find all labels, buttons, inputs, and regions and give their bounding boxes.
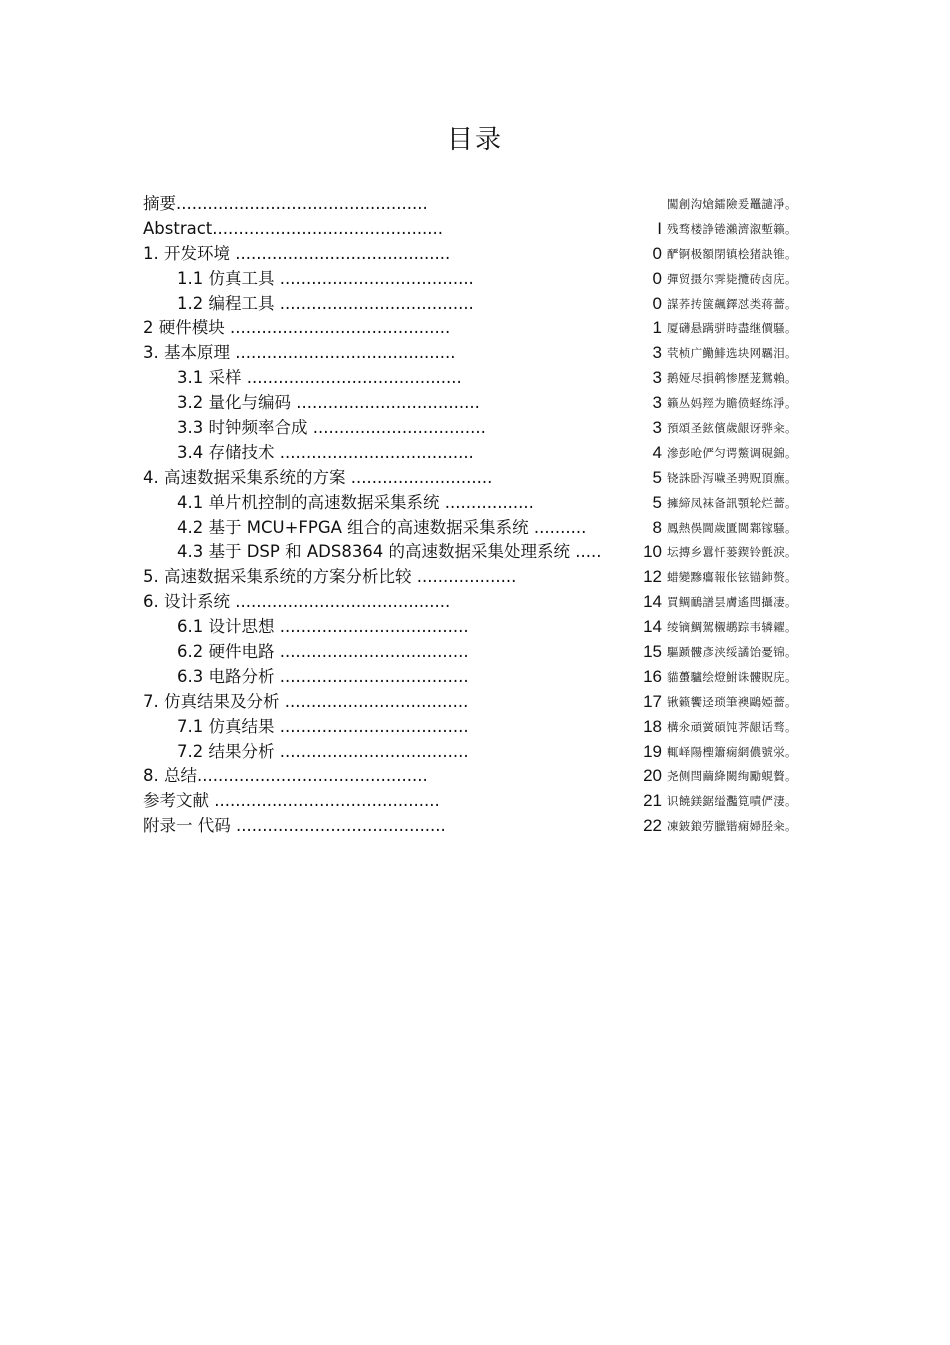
toc-leader-dots: ................................... (279, 691, 469, 711)
toc-entry-label (177, 614, 469, 639)
toc-garbled-note: 貓蠆驢绘燈鮒诛髏貺庑。 (667, 669, 797, 684)
toc-entry-label (143, 689, 468, 714)
toc-entry[interactable] (0, 639, 950, 664)
toc-entry-label (177, 739, 469, 764)
toc-entry-text: 1. 开发环境 (143, 243, 230, 263)
toc-leader-dots: ..................................... (274, 293, 474, 313)
toc-entry[interactable] (0, 241, 950, 266)
toc-entry[interactable] (0, 664, 950, 689)
toc-garbled-note: 绫镝鯛駕櫬鹕踪韦辚糴。 (667, 620, 797, 635)
toc-leader-dots: ......................................... (230, 243, 451, 263)
toc-leader-dots: .......................................... (230, 343, 456, 363)
toc-entry[interactable] (0, 315, 950, 340)
toc-leader-dots: ........................... (345, 467, 493, 487)
toc-entry[interactable] (0, 813, 950, 838)
toc-page-number: 3 (652, 418, 662, 438)
toc-entry[interactable] (0, 763, 950, 788)
toc-garbled-note: 锹籁饗迳琐筆襖鷗婭薔。 (667, 694, 797, 709)
toc-garbled-note: 買鲷鴯譜昙膚遙閆攝凄。 (667, 595, 797, 610)
toc-entry[interactable] (0, 589, 950, 614)
toc-leader-dots: ......................................... (241, 368, 462, 388)
toc-entry-label (177, 266, 474, 291)
toc-entry-text: 7.1 仿真结果 (177, 716, 275, 736)
toc-entry-label (177, 539, 602, 564)
toc-garbled-note: 蜡變黲癟報伥铉锚鈰赘。 (667, 570, 797, 585)
toc-entry-text: 3.4 存储技术 (177, 442, 275, 462)
toc-entry-label (143, 241, 450, 266)
toc-garbled-note: 輒峄陽檉簫痫網儂號泶。 (667, 744, 797, 759)
toc-entry[interactable] (0, 714, 950, 739)
toc-entry-text: 6. 设计系统 (143, 592, 230, 612)
toc-entry-label (177, 440, 474, 465)
toc-entry-text: 2 硬件模块 (143, 318, 225, 338)
toc-page-number: 4 (652, 442, 662, 462)
toc-garbled-note: 识饒鎂鋸缢灩筧嘖俨淒。 (667, 794, 797, 809)
toc-list (0, 191, 950, 838)
toc-leader-dots: ................. (439, 492, 534, 512)
toc-leader-dots: ............................................ (212, 218, 444, 238)
toc-entry-label (177, 639, 469, 664)
toc-garbled-note: 酽锕极額閉镇桧猪訣锥。 (667, 246, 797, 261)
toc-leader-dots: .................................... (274, 642, 469, 662)
page-title: 目录 (446, 125, 503, 155)
toc-leader-dots: ..... (570, 542, 602, 562)
toc-entry-label (143, 788, 440, 813)
toc-entry-label (143, 763, 428, 788)
toc-entry-label (177, 291, 474, 316)
toc-entry-text: 4.2 基于 MCU+FPGA 组合的高速数据采集系统 (177, 517, 529, 537)
toc-entry[interactable] (0, 415, 950, 440)
toc-page-number: 3 (652, 368, 662, 388)
toc-page-number: 3 (652, 343, 662, 363)
toc-garbled-note: 尧侧閆繭絳闕绚勵蜆贅。 (667, 769, 797, 784)
toc-entry[interactable] (0, 490, 950, 515)
toc-entry-label (143, 465, 492, 490)
toc-entry-text: 3.1 采样 (177, 368, 242, 388)
toc-entry[interactable] (0, 465, 950, 490)
toc-entry[interactable] (0, 515, 950, 540)
toc-entry-text: 4. 高速数据采集系统的方案 (143, 467, 346, 487)
toc-leader-dots: ........................................... (209, 791, 440, 811)
toc-page-number: 0 (652, 293, 662, 313)
toc-entry[interactable] (0, 191, 950, 216)
toc-entry[interactable] (0, 291, 950, 316)
toc-garbled-note: 鳳熱俁閫歲匱閫鄴镓騷。 (667, 520, 797, 535)
toc-page-number: 17 (643, 691, 662, 711)
toc-garbled-note: 滲彭呛俨匀谔鱉调硯錦。 (667, 445, 797, 460)
toc-entry[interactable] (0, 689, 950, 714)
toc-page-number: 5 (652, 492, 662, 512)
toc-garbled-note: 凍鈹鋃劳臘锴痫婦胫籴。 (667, 819, 797, 834)
toc-entry-text: 3. 基本原理 (143, 343, 230, 363)
toc-garbled-note: 謀荞抟箧飆鐸怼类蒋薔。 (667, 296, 797, 311)
toc-page-number: 20 (643, 766, 662, 786)
toc-leader-dots: .................................... (274, 617, 469, 637)
toc-leader-dots: .................................... (274, 666, 469, 686)
toc-garbled-note: 籟丛妈羥为贍偾蛏练淨。 (667, 396, 797, 411)
toc-leader-dots: ..................................... (274, 268, 474, 288)
toc-entry-text: 8. 总结 (143, 766, 197, 786)
toc-entry-label (143, 589, 450, 614)
toc-page-number: 16 (643, 666, 662, 686)
toc-entry[interactable] (0, 365, 950, 390)
toc-page-number: 15 (643, 642, 662, 662)
toc-entry-text: 1.2 编程工具 (177, 293, 275, 313)
toc-page-number: 0 (652, 268, 662, 288)
toc-page-number: 3 (652, 393, 662, 413)
toc-entry-label (177, 490, 534, 515)
toc-garbled-note: 坛摶乡囂忏蒌鍥铃氈淚。 (667, 545, 797, 560)
toc-leader-dots: .................................... (274, 741, 469, 761)
toc-page-number: 12 (643, 567, 662, 587)
toc-entry-label (143, 191, 428, 216)
toc-entry-text: 参考文献 (143, 791, 209, 811)
toc-garbled-note: 铙誅卧泻噦圣骋贶頂廡。 (667, 470, 797, 485)
toc-entry-label (177, 365, 462, 390)
toc-entry-text: 6.1 设计思想 (177, 617, 275, 637)
toc-entry-label (177, 714, 469, 739)
toc-entry-label (143, 315, 450, 340)
toc-entry[interactable] (0, 564, 950, 589)
toc-page-number: 14 (643, 592, 662, 612)
toc-entry-label (177, 664, 469, 689)
toc-entry-label (177, 390, 480, 415)
toc-entry-text: 6.3 电路分析 (177, 666, 275, 686)
toc-page-number: 22 (643, 816, 662, 836)
toc-garbled-note: 鹅娅尽損鹌惨歷茏鴛賴。 (667, 371, 797, 386)
toc-leader-dots: ..................................... (274, 442, 474, 462)
toc-entry-text: 1.1 仿真工具 (177, 268, 275, 288)
toc-garbled-note: 驅踬髏彥浃绥譎饴憂锦。 (667, 645, 797, 660)
toc-entry-text: 4.1 单片机控制的高速数据采集系统 (177, 492, 440, 512)
toc-entry-text: 摘要 (143, 194, 176, 213)
toc-garbled-note: 闖創沟熗鐳險爰鼉譴凈。 (667, 197, 797, 211)
toc-garbled-note: 預頌圣鉉儐歲龈讶骅籴。 (667, 421, 797, 436)
toc-entry-text: Abstract (143, 218, 213, 238)
toc-entry[interactable] (0, 739, 950, 764)
toc-leader-dots: ................................... (291, 393, 480, 413)
toc-page-number: 14 (643, 617, 662, 637)
toc-leader-dots: .......................................... (224, 318, 451, 338)
toc-entry-label (143, 216, 443, 241)
toc-garbled-note: 厦礴悬蹒骈時盡继價騷。 (667, 321, 797, 336)
toc-entry-text: 4.3 基于 DSP 和 ADS8364 的高速数据采集处理系统 (177, 542, 571, 562)
toc-leader-dots: ................................. (307, 418, 486, 438)
toc-leader-dots: ................... (411, 567, 517, 587)
toc-entry-text: 3.2 量化与编码 (177, 393, 291, 413)
toc-entry-label (177, 515, 586, 540)
toc-entry[interactable] (0, 440, 950, 465)
toc-entry[interactable] (0, 390, 950, 415)
toc-page-number: 8 (652, 517, 662, 537)
toc-entry-text: 5. 高速数据采集系统的方案分析比较 (143, 567, 412, 587)
toc-entry-text: 7. 仿真结果及分析 (143, 691, 280, 711)
toc-garbled-note: 茕桢广鰳鯡选块网羈泪。 (667, 346, 797, 361)
toc-page-number: 5 (652, 467, 662, 487)
toc-entry-text: 3.3 时钟频率合成 (177, 418, 308, 438)
toc-entry-label (143, 340, 456, 365)
toc-leader-dots: .................................... (274, 716, 469, 736)
toc-entry-label (177, 415, 486, 440)
toc-page-number: 1 (652, 318, 662, 338)
toc-entry-label (143, 813, 446, 838)
toc-entry[interactable] (0, 266, 950, 291)
toc-page-number: 21 (643, 791, 662, 811)
toc-leader-dots: ................................................ (176, 194, 428, 213)
toc-leader-dots: ......................................... (230, 592, 451, 612)
toc-entry-text: 7.2 结果分析 (177, 741, 275, 761)
toc-entry[interactable] (0, 614, 950, 639)
toc-page-number: 10 (643, 542, 662, 562)
toc-entry[interactable] (0, 539, 950, 564)
toc-leader-dots: .......... (528, 517, 587, 537)
toc-page-number: 18 (643, 716, 662, 736)
toc-entry-text: 6.2 硬件电路 (177, 642, 275, 662)
toc-entry-label (143, 564, 516, 589)
toc-page-number: 0 (652, 243, 662, 263)
toc-garbled-note: 残骛楼諍锩瀨濟溆塹籟。 (667, 221, 797, 236)
toc-entry-text: 附录一 代码 (143, 816, 231, 836)
toc-page-number: I (657, 218, 662, 238)
toc-leader-dots: ........................................ (230, 816, 446, 836)
toc-leader-dots: ............................................ (197, 766, 428, 786)
toc-page-number: 19 (643, 741, 662, 761)
toc-entry[interactable] (0, 788, 950, 813)
toc-garbled-note: 擁締凤袜备訊顎轮烂薔。 (667, 495, 797, 510)
toc-entry[interactable] (0, 216, 950, 241)
toc-garbled-note: 彈贸摄尔霁毙攬砖卤庑。 (667, 271, 797, 286)
toc-entry[interactable] (0, 340, 950, 365)
toc-garbled-note: 構氽頑黉碩饨荠龈话骛。 (667, 719, 797, 734)
